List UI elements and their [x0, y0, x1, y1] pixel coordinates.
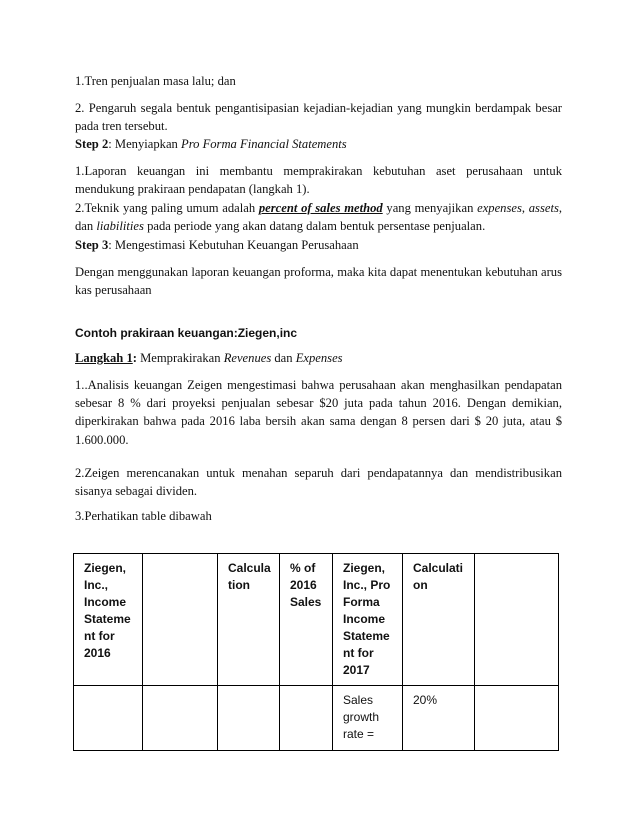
table-cell	[280, 686, 333, 751]
paragraph-pengaruh: 2. Pengaruh segala bentuk pengantisipasian kejadian-kejadian yang mungkin berdampak besar pada tren tersebut.	[75, 101, 562, 133]
step2-italic: Pro Forma Financial Statements	[181, 137, 347, 151]
sales-growth-rate-label: Sales growth rate =	[333, 686, 403, 751]
paragraph-step2	[75, 136, 562, 154]
langkah1-and: dan	[271, 351, 296, 365]
paragraph-tren: 1.Tren penjualan masa lalu; dan	[75, 74, 236, 88]
table-cell	[475, 686, 559, 751]
paragraph-analisis: 1..Analisis keuangan Zeigen mengestimasi bahwa perusahaan akan menghasilkan pendapatan sebesar 8 % dari proyeksi penjualan sebesar $20 juta pada tahun 2016. Dengan demikian, diperkirakan bahwa pada 2016 laba bersih akan sama dengan 8 persen dari $ 20 juta, atau $ 1.600.000.	[75, 378, 562, 447]
paragraph-perhatikan: 3.Perhatikan table dibawah	[75, 509, 212, 523]
teknik-text-e: pada periode yang akan datang dalam bentuk persentase penjualan.	[143, 218, 486, 233]
teknik-text-b: yang menyajikan	[382, 201, 478, 215]
langkah1-colon: :	[132, 351, 137, 365]
step3-label: Step 3	[75, 238, 109, 252]
step2-text: : Menyiapkan	[108, 137, 181, 151]
paragraph-dividen: 2.Zeigen merencanakan untuk menahan separuh dari pendapatannya dan mendistribusikan sisanya sebagai dividen.	[75, 466, 562, 498]
term-revenues: Revenues	[223, 351, 272, 365]
table-header-cell: Ziegen, Inc., Pro Forma Income Statement for 2017	[333, 554, 403, 686]
paragraph-proforma: Dengan menggunakan laporan keuangan proforma, maka kita dapat menentukan kebutuhan arus kas perusahaan	[75, 265, 562, 297]
section-heading: Contoh prakiraan keuangan:Ziegen,inc	[75, 326, 298, 340]
term-expenses: expenses	[477, 201, 522, 215]
financial-table	[73, 553, 559, 751]
paragraph-step3	[75, 237, 562, 255]
table-cell	[74, 686, 143, 751]
term-liabilities: liabilities	[96, 218, 144, 233]
langkah1-label: Langkah 1	[75, 351, 133, 365]
teknik-text-d: , dan	[75, 201, 562, 233]
table-header-cell: Calculation	[218, 554, 280, 686]
table-header-cell: % of 2016 Sales	[280, 554, 333, 686]
table-cell	[143, 686, 218, 751]
paragraph-laporan: 1.Laporan keuangan ini membantu memprakirakan kebutuhan aset perusahaan untuk mendukung prakiraan pendapatan (langkah 1).	[75, 164, 562, 196]
table-header-row	[74, 554, 559, 686]
table-header-cell	[143, 554, 218, 686]
percent-of-sales-method: percent of sales method	[258, 201, 383, 215]
paragraph-langkah1	[75, 350, 562, 368]
teknik-text-a: 2.Teknik yang paling umum adalah	[75, 201, 259, 215]
term-assets: assets	[528, 201, 559, 215]
table-header-cell: Calculation	[403, 554, 475, 686]
langkah1-text: Memprakirakan	[136, 351, 224, 365]
step2-label: Step 2	[75, 137, 109, 151]
teknik-comma: ,	[521, 201, 529, 215]
table-row	[74, 686, 559, 751]
table-cell	[218, 686, 280, 751]
term-expenses-2: Expenses	[295, 351, 343, 365]
step3-text: : Mengestimasi Kebutuhan Keuangan Perusahaan	[108, 238, 359, 252]
table-header-cell: Ziegen, Inc., Income Statement for 2016	[74, 554, 143, 686]
paragraph-teknik	[75, 200, 562, 235]
sales-growth-rate-value: 20%	[403, 686, 475, 751]
table-header-cell	[475, 554, 559, 686]
